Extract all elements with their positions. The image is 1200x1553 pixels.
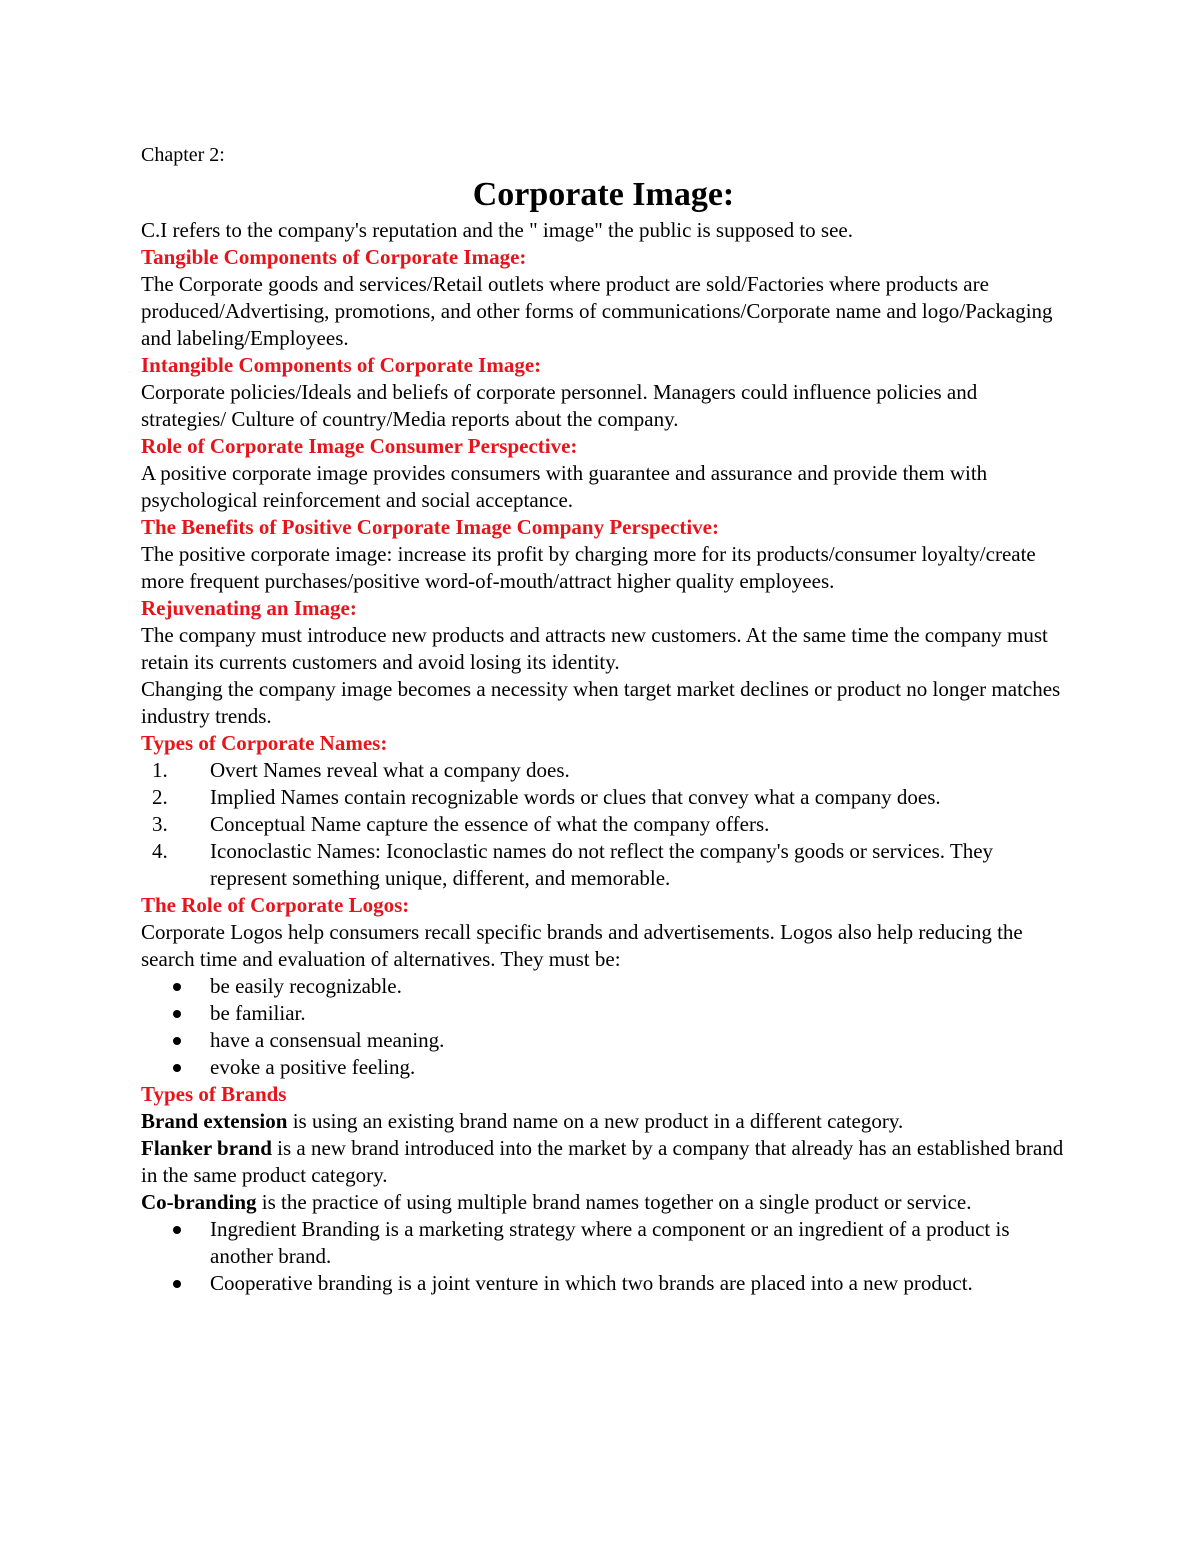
consumer-perspective-heading: Role of Corporate Image Consumer Perspective: <box>141 434 578 458</box>
brand-extension-definition: is using an existing brand name on a new product in a different category. <box>287 1109 904 1133</box>
brand-extension-paragraph <box>141 1108 1066 1135</box>
list-item: be familiar. <box>210 1000 1066 1027</box>
list-item: evoke a positive feeling. <box>210 1054 1066 1081</box>
logos-list <box>141 973 1066 1081</box>
flanker-brand-definition: is a new brand introduced into the market by a company that already has an established brand in the same product category. <box>141 1136 1064 1187</box>
logos-paragraph: Corporate Logos help consumers recall specific brands and advertisements. Logos also help reducing the search time and evaluation of alternatives. They must be: <box>141 920 1023 971</box>
co-branding-paragraph <box>141 1189 1066 1216</box>
corporate-names-heading: Types of Corporate Names: <box>141 731 388 755</box>
list-item: have a consensual meaning. <box>210 1027 1066 1054</box>
benefits-paragraph: The positive corporate image: increase its profit by charging more for its products/consumer loyalty/create more frequent purchases/positive word-of-mouth/attract higher quality employees. <box>141 542 1036 593</box>
intangible-heading: Intangible Components of Corporate Image: <box>141 353 542 377</box>
corporate-names-list <box>141 757 1066 892</box>
tangible-heading: Tangible Components of Corporate Image: <box>141 245 527 269</box>
flanker-brand-term: Flanker brand <box>141 1136 272 1160</box>
chapter-label: Chapter 2: <box>141 144 225 166</box>
page-title: Corporate Image: <box>472 176 735 213</box>
tangible-paragraph: The Corporate goods and services/Retail outlets where product are sold/Factories where products are produced/Advertising, promotions, and other forms of communications/Corporate name and logo/Packaging and labeling/Employees. <box>141 272 1053 350</box>
document-body <box>141 142 1066 1297</box>
intangible-paragraph: Corporate policies/Ideals and beliefs of corporate personnel. Managers could influence policies and strategies/ Culture of country/Media reports about the company. <box>141 380 978 431</box>
list-item: 2. Implied Names contain recognizable words or clues that convey what a company does. <box>173 784 1066 811</box>
list-item: 4. Iconoclastic Names: Iconoclastic names do not reflect the company's goods or services. They represent something unique, different, and memorable. <box>173 838 1066 892</box>
consumer-perspective-paragraph: A positive corporate image provides consumers with guarantee and assurance and provide them with psychological reinforcement and social acceptance. <box>141 461 988 512</box>
flanker-brand-paragraph <box>141 1135 1066 1189</box>
rejuvenating-paragraph-2: Changing the company image becomes a necessity when target market declines or product no longer matches industry trends. <box>141 677 1061 728</box>
list-item: Cooperative branding is a joint venture in which two brands are placed into a new product. <box>210 1270 1066 1297</box>
brand-extension-term: Brand extension <box>141 1109 288 1133</box>
logos-heading: The Role of Corporate Logos: <box>141 893 410 917</box>
list-item: be easily recognizable. <box>210 973 1066 1000</box>
rejuvenating-paragraph-1: The company must introduce new products and attracts new customers. At the same time the company must retain its currents customers and avoid losing its identity. <box>141 623 1048 674</box>
list-item: 1. Overt Names reveal what a company does. <box>173 757 1066 784</box>
intro-paragraph: C.I refers to the company's reputation and the " image" the public is supposed to see. <box>141 218 854 242</box>
list-item: 3. Conceptual Name capture the essence of what the company offers. <box>173 811 1066 838</box>
brands-heading: Types of Brands <box>141 1082 287 1106</box>
co-branding-definition: is the practice of using multiple brand names together on a single product or service. <box>256 1190 972 1214</box>
benefits-heading: The Benefits of Positive Corporate Image Company Perspective: <box>141 515 719 539</box>
co-branding-term: Co-branding <box>141 1190 257 1214</box>
list-item: Ingredient Branding is a marketing strategy where a component or an ingredient of a product is another brand. <box>210 1216 1066 1270</box>
rejuvenating-heading: Rejuvenating an Image: <box>141 596 357 620</box>
branding-types-list <box>141 1216 1066 1297</box>
